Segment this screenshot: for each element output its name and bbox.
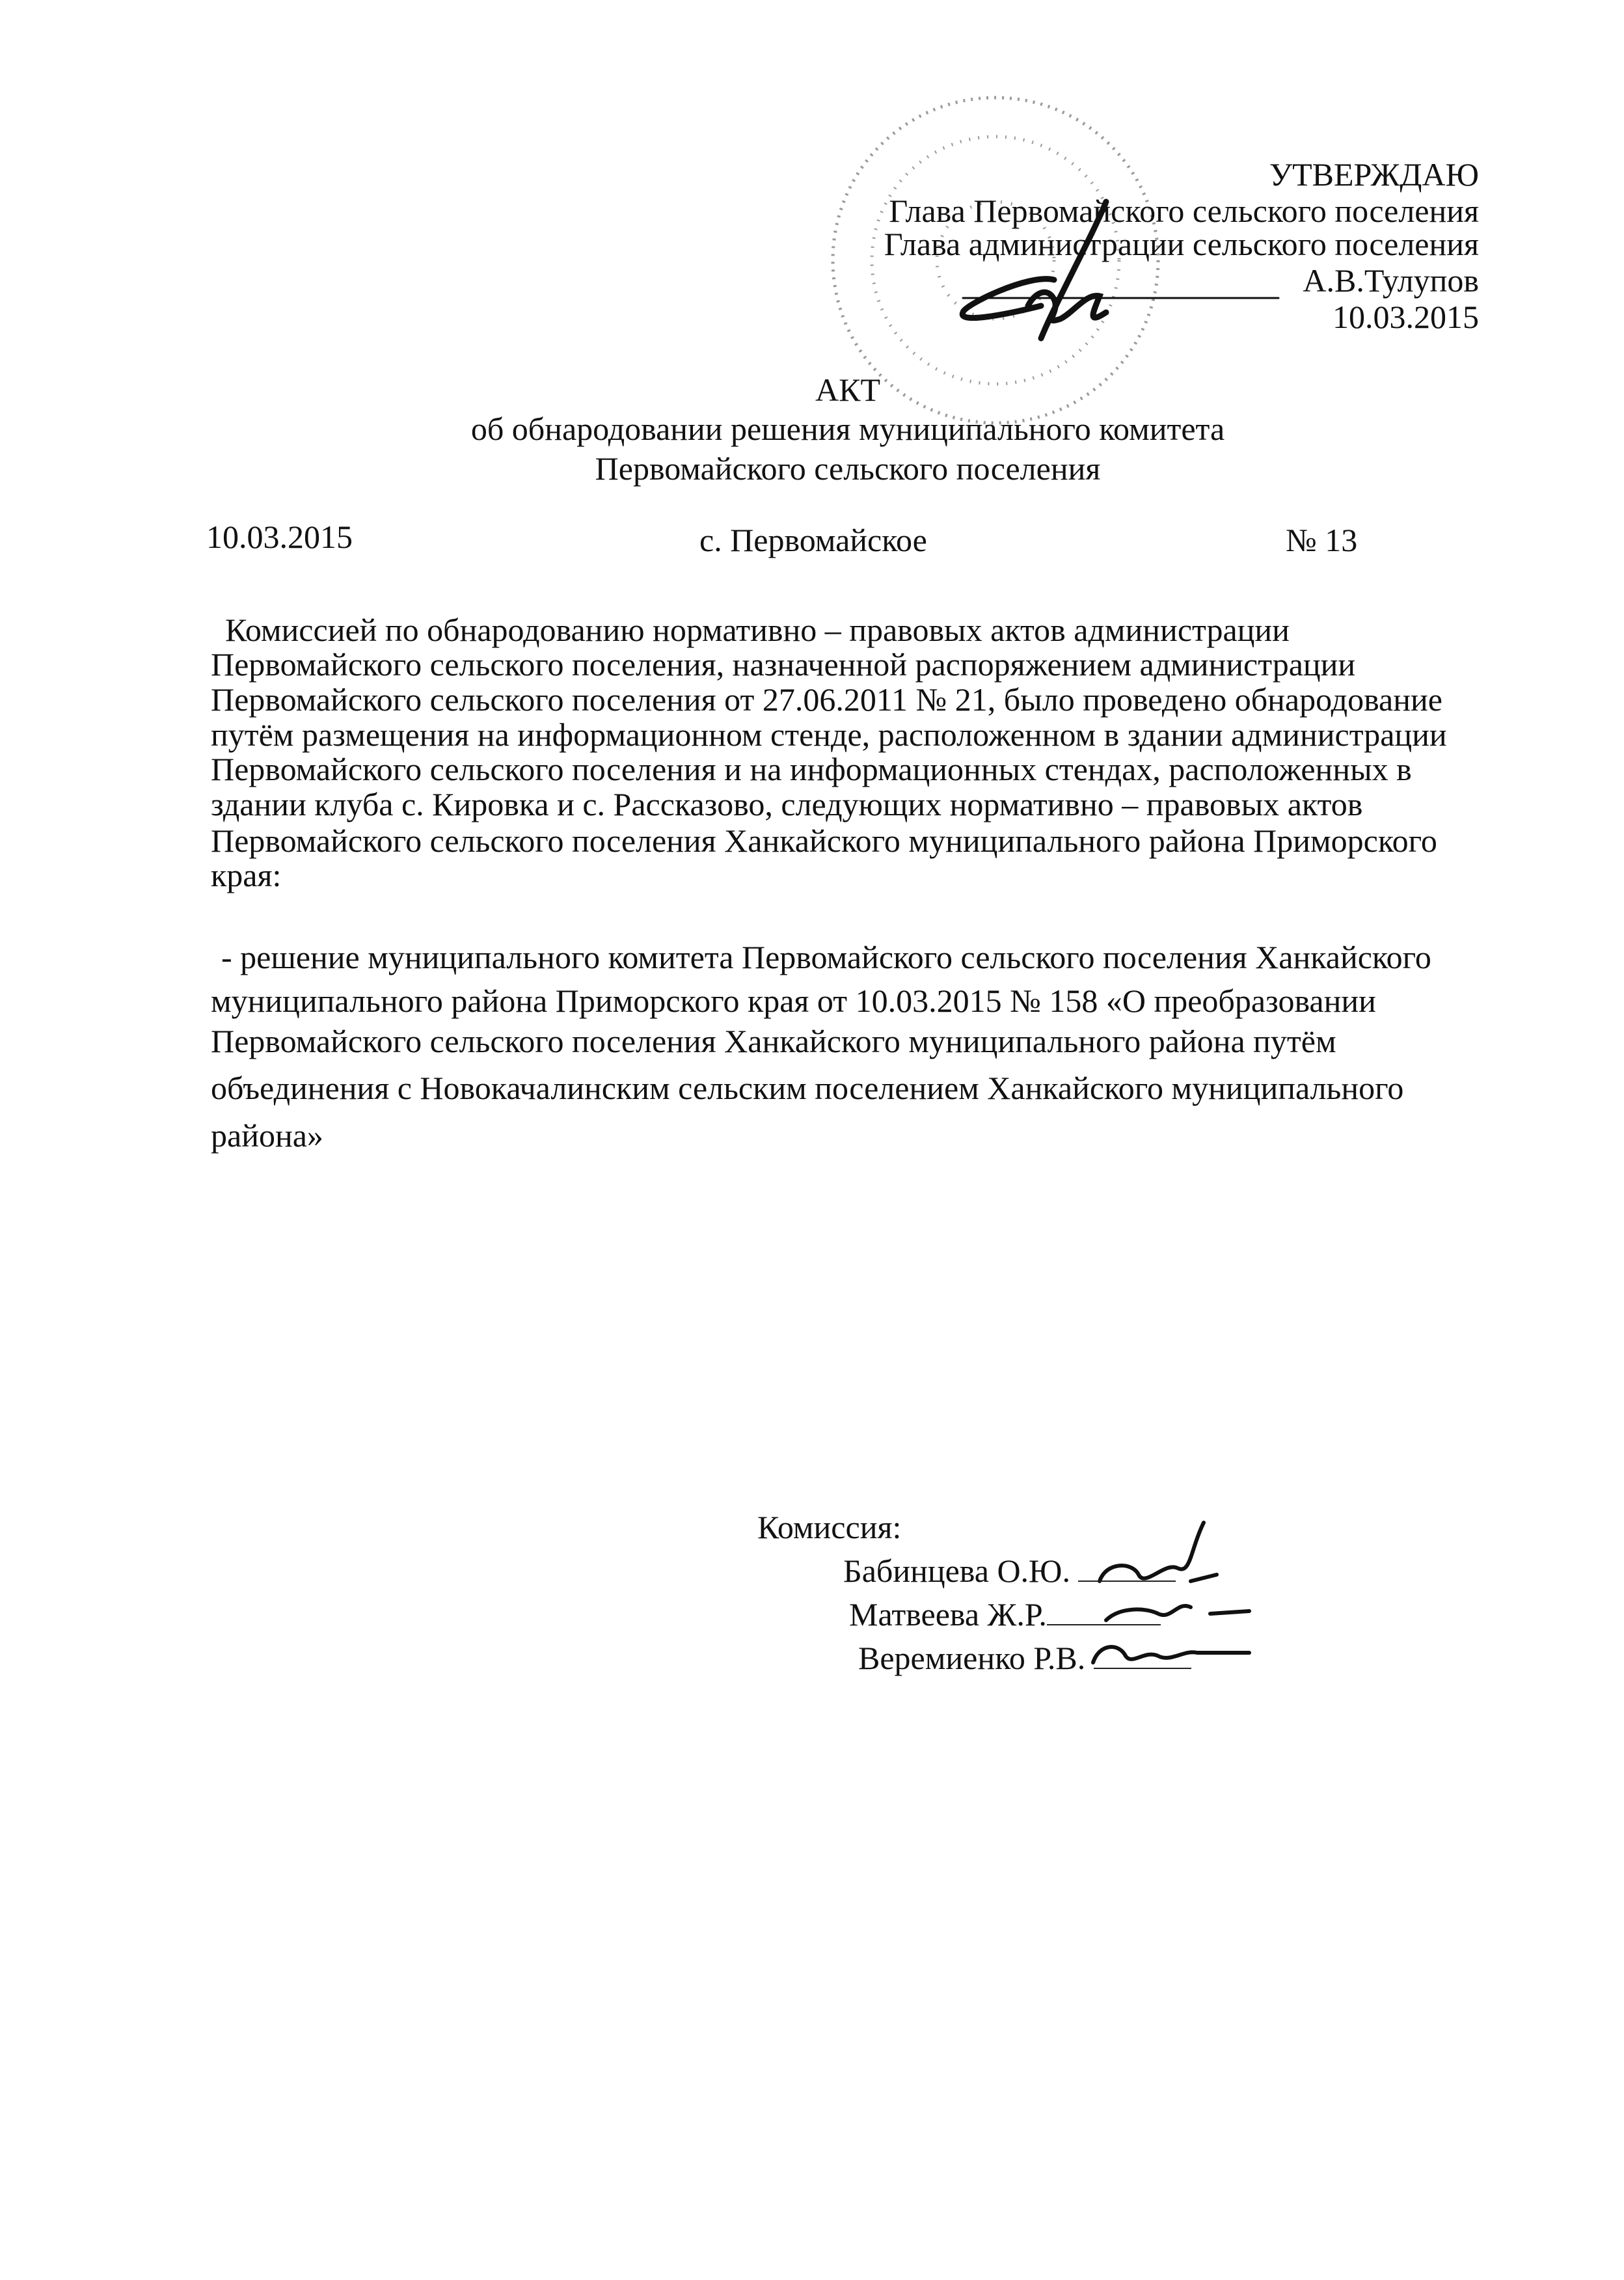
commission-member (858, 1638, 1191, 1677)
act-number: № 13 (1286, 522, 1358, 558)
body-line: здании клуба с. Кировка и с. Рассказово, следующих нормативно – правовых актов (211, 786, 1363, 822)
body-line: Первомайского сельского поселения и на информационных стендах, расположенных в (211, 751, 1412, 787)
act-date: 10.03.2015 (206, 519, 353, 555)
body-line: края: (211, 857, 282, 893)
commission-member (843, 1551, 1176, 1590)
approver-name: А.В.Тулупов (1303, 262, 1479, 299)
body-line: района» (211, 1117, 323, 1154)
body-line: муниципального района Приморского края от 10.03.2015 № 158 «О преобразовании (211, 983, 1376, 1019)
body-line: Первомайского сельского поселения Ханкайского муниципального района Приморского (211, 822, 1437, 859)
approval-date: 10.03.2015 (1333, 299, 1479, 335)
signature-line (1047, 1598, 1161, 1625)
body-line: путём размещения на информационном стенде, расположенном в здании администрации (211, 716, 1447, 753)
member-name: Веремиенко Р.В. (858, 1640, 1086, 1676)
body-line: Первомайского сельского поселения Ханкайского муниципального района путём (211, 1023, 1336, 1059)
commission-label: Комиссия: (757, 1509, 902, 1545)
document-title: АКТ (815, 372, 880, 408)
signature-line (1078, 1554, 1176, 1582)
approver-title-2: Глава администрации сельского поселения (884, 226, 1479, 262)
body-line: Первомайского сельского поселения, назначенной распоряжением администрации (211, 646, 1356, 683)
document-subtitle-1: об обнародовании решения муниципального комитета (470, 411, 1225, 447)
document-subtitle-2: Первомайского сельского поселения (595, 450, 1101, 487)
approver-title-1: Глава Первомайского сельского поселения (889, 193, 1479, 229)
approve-heading: УТВЕРЖДАЮ (1269, 156, 1479, 193)
body-line: Первомайского сельского поселения от 27.06.2011 № 21, было проведено обнародование (211, 681, 1442, 718)
body-line: - решение муниципального комитета Первомайского сельского поселения Ханкайского (221, 939, 1431, 975)
commission-member (849, 1595, 1161, 1634)
signature-line (1094, 1642, 1191, 1669)
act-place: с. Первомайское (699, 522, 927, 558)
member-name: Матвеева Ж.Р. (849, 1596, 1047, 1633)
member-name: Бабинцева О.Ю. (843, 1553, 1070, 1589)
body-line: Комиссией по обнародованию нормативно – правовых актов администрации (225, 612, 1290, 648)
body-line: объединения с Новокачалинским сельским поселением Ханкайского муниципального (211, 1070, 1404, 1106)
